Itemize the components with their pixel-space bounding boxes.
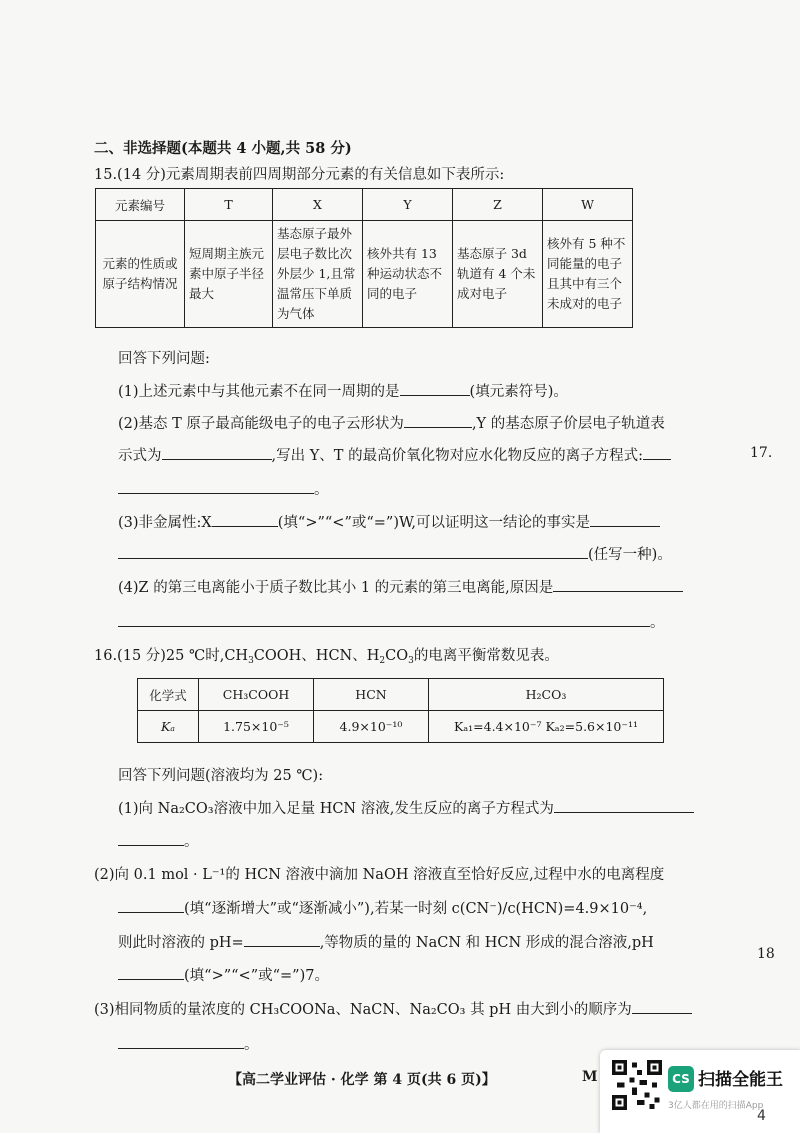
q15-part2-line2: 示式为 ,写出 Y、T 的最高价氧化物对应水化物反应的离子方程式:	[118, 444, 671, 465]
q16-part1-line1: (1)向 Na₂CO₃溶液中加入足量 HCN 溶液,发生反应的离子方程式为	[118, 797, 694, 818]
table-header-cell: HCN	[314, 679, 429, 711]
table-cell: Kₐ₁=4.4×10⁻⁷ Kₐ₂=5.6×10⁻¹¹	[429, 711, 664, 743]
table-header-cell: W	[543, 189, 633, 221]
q16-part2-line2: (填“逐渐增大”或“逐渐减小”),若某一时刻 c(CN⁻)/c(HCN)=4.9×10⁻⁴,	[118, 897, 647, 918]
answer-blank[interactable]	[118, 612, 650, 627]
table-header-cell: CH₃COOH	[199, 679, 314, 711]
table-header-cell: Y	[363, 189, 453, 221]
q15-part1: (1)上述元素中与其他元素不在同一周期的是 (填元素符号)。	[118, 380, 568, 401]
answer-blank[interactable]	[244, 932, 320, 947]
q15-answer-intro: 回答下列问题:	[118, 351, 210, 367]
table-cell: 4.9×10⁻¹⁰	[314, 711, 429, 743]
q16-stem: 16.(15 分)25 ℃时$,CH_3COOH$、HCN、$H_2CO_3$的电离平衡常数见表。	[94, 648, 559, 666]
table-cell: 基态原子 3d 轨道有 4 个未成对电子	[453, 221, 543, 328]
answer-blank[interactable]	[162, 445, 272, 460]
q16-ka-table	[137, 678, 664, 743]
table-header-cell: T	[185, 189, 273, 221]
scanner-watermark	[600, 1050, 800, 1133]
q16-part2-line1: (2)向 0.1 mol · L⁻¹的 HCN 溶液中滴加 NaOH 溶液直至恰好反应,过程中水的电离程度	[94, 867, 665, 883]
q16-part2-line3: 则此时溶液的 pH= ,等物质的量的 NaCN 和 HCN 形成的混合溶液,pH	[118, 931, 654, 952]
table-header-cell: 化学式	[138, 679, 199, 711]
q16-part1-line2: 。	[118, 830, 199, 851]
table-cell: 核外有 5 种不同能量的电子且其中有三个未成对的电子	[543, 221, 633, 328]
answer-blank[interactable]	[590, 512, 660, 527]
q15-element-table	[95, 188, 633, 328]
table-cell: 基态原子最外层电子数比次外层少 1,且常温常压下单质为气体	[273, 221, 363, 328]
answer-blank[interactable]	[118, 831, 184, 846]
table-header-cell: 元素编号	[96, 189, 185, 221]
q15-part4-line2: 。	[118, 611, 665, 632]
q16-part3-line1: (3)相同物质的量浓度的 CH₃COONa、NaCN、Na₂CO₃ 其 pH 由大到小的顺序为	[94, 998, 692, 1019]
table-header-cell: Z	[453, 189, 543, 221]
answer-blank[interactable]	[118, 544, 588, 559]
page-footer: 【高二学业评估 · 化学 第 4 页(共 6 页)】	[228, 1072, 496, 1088]
answer-blank[interactable]	[404, 413, 472, 428]
qr-code-icon	[612, 1060, 662, 1110]
table-header-cell: H₂CO₃	[429, 679, 664, 711]
q16-answer-intro: 回答下列问题(溶液均为 25 ℃):	[118, 768, 324, 784]
scanner-tagline: 3亿人都在用的扫描App	[668, 1101, 764, 1111]
answer-blank[interactable]	[400, 381, 470, 396]
answer-blank[interactable]	[643, 445, 671, 460]
table-row-label: Kₐ	[138, 711, 199, 743]
answer-blank[interactable]	[632, 999, 692, 1014]
answer-blank[interactable]	[118, 898, 184, 913]
q16-part3-line2: 。	[118, 1033, 259, 1054]
table-row-label: 元素的性质或原子结构情况	[96, 221, 185, 328]
q15-stem: 15.(14 分)元素周期表前四周期部分元素的有关信息如下表所示:	[94, 167, 505, 183]
camscanner-logo: CS	[668, 1066, 694, 1092]
table-header-cell: X	[273, 189, 363, 221]
section-title: 二、非选择题(本题共 4 小题,共 58 分)	[94, 140, 352, 157]
answer-blank[interactable]	[118, 479, 314, 494]
answer-blank[interactable]	[118, 965, 184, 980]
q16-part2-line4: (填“>”“<”或“=”)7。	[118, 964, 329, 985]
table-cell: 1.75×10⁻⁵	[199, 711, 314, 743]
table-cell: 短周期主族元素中原子半径最大	[185, 221, 273, 328]
table-cell: 核外共有 13 种运动状态不同的电子	[363, 221, 453, 328]
answer-blank[interactable]	[212, 512, 278, 527]
q15-part3-line1: (3)非金属性:X (填“>”“<”或“=”)W,可以证明这一结论的事实是	[118, 511, 660, 532]
q15-part3-line2: (任写一种)。	[118, 543, 672, 564]
corner-page-number: 4	[757, 1108, 766, 1124]
q15-part4-line1: (4)Z 的第三电离能小于质子数比其小 1 的元素的第三电离能,原因是	[118, 576, 683, 597]
q15-part2-line3: 。	[118, 478, 329, 499]
scanner-brand: 扫描全能王	[698, 1070, 783, 1090]
footer-code: M	[582, 1069, 598, 1085]
answer-blank[interactable]	[554, 798, 694, 813]
margin-question-number: 18	[757, 946, 775, 962]
answer-blank[interactable]	[553, 577, 683, 592]
margin-question-number: 17.	[750, 445, 773, 461]
q15-part2-line1: (2)基态 T 原子最高能级电子的电子云形状为 ,Y 的基态原子价层电子轨道表	[118, 412, 665, 433]
answer-blank[interactable]	[118, 1034, 244, 1049]
